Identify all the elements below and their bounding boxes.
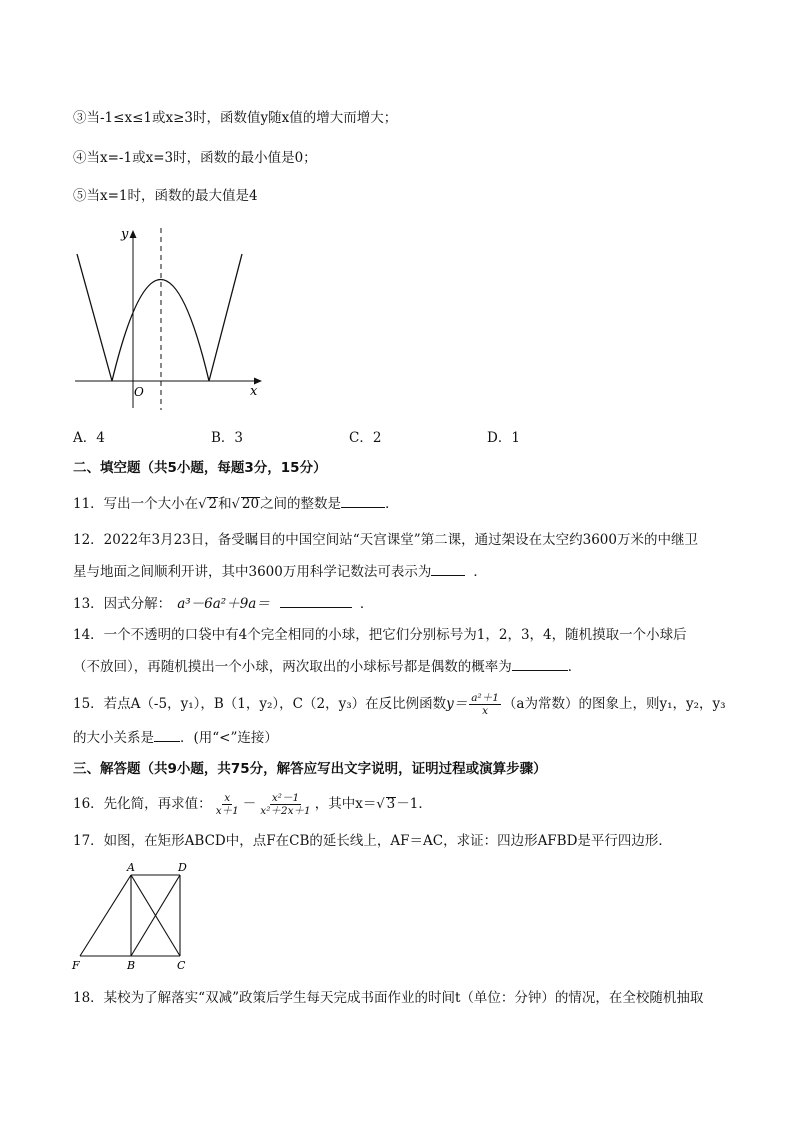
q16-prefix: 16．先化简，再求值： [73, 796, 212, 812]
q14-line2-text: （不放回），再随机摸出一个小球，两次取出的小球标号都是偶数的概率为 [73, 659, 512, 675]
q16-fraction-1-numerator: x [224, 792, 231, 804]
q14-end: ． [567, 659, 582, 675]
q11-suffix: 之间的整数是 [260, 496, 342, 512]
statement-3: ③当-1≤x≤1或x≥3时，函数值y随x值的增大而增大； [73, 110, 398, 126]
q16-fraction-2-numerator: x²－1 [271, 792, 300, 804]
q16-tail: －1． [396, 796, 432, 812]
section-2-heading: 二、填空题（共5小题，每题3分，15分） [73, 460, 327, 476]
rectangle-figure [60, 860, 200, 975]
question-15-line-2 [73, 728, 278, 747]
statement-4: ④当x=-1或x=3时，函数的最小值是0； [73, 150, 317, 166]
y-axis-arrow [130, 230, 137, 238]
q11-radicand-2: 20 [241, 496, 260, 512]
q16-fraction-1-denominator: x＋1 [215, 805, 239, 817]
q15-fraction-numerator: a²＋1 [471, 692, 499, 704]
label-C: C [177, 959, 186, 972]
origin-label: O [134, 385, 144, 399]
section-3-heading: 三、解答题（共9小题，共75分，解答应写出文字说明，证明过程或演算步骤） [73, 761, 547, 777]
q16-fraction-1 [214, 792, 241, 817]
q16-sqrt-sign: √ [376, 797, 385, 812]
q15-answer-blank[interactable] [154, 728, 180, 742]
option-b: B．3 [211, 430, 244, 446]
q15-func-lhs: y＝ [446, 696, 468, 712]
q16-mid: ，其中x＝ [314, 796, 377, 812]
q11-answer-blank[interactable] [341, 494, 385, 508]
q13-prefix: 13．因式分解： [73, 596, 172, 612]
label-A: A [127, 861, 135, 874]
q15-suffix: （a为常数）的图象上，则y₁，y₂，y₃ [502, 696, 726, 712]
left-arm [77, 254, 112, 381]
q15-line2-suffix: ．(用“<”连接） [180, 730, 278, 746]
question-15-line-1 [73, 692, 726, 717]
option-a: A．4 [73, 430, 105, 446]
question-12-line-2 [73, 562, 487, 581]
question-17: 17．如图，在矩形ABCD中，点F在CB的延长线上，AF＝AC，求证：四边形AFBD是平行四边形． [73, 833, 672, 849]
q12-line2-text: 星与地面之间顺利开讲，其中3600万用科学记数法可表示为 [73, 564, 432, 580]
q12-end: ． [473, 564, 487, 580]
q15-fraction [469, 692, 501, 717]
sqrt-sign-2: √ [231, 497, 240, 512]
q13-end: ． [359, 596, 374, 612]
q13-answer-blank[interactable] [280, 594, 352, 608]
question-14-line-1: 14．一个不透明的口袋中有4个完全相同的小球，把它们分别标号为1，2，3，4，随机摸取一个小球后 [73, 627, 687, 643]
y-axis-label: y [121, 227, 129, 242]
option-c: C．2 [349, 430, 382, 446]
segment-AF [80, 875, 131, 956]
q16-minus: － [242, 796, 257, 812]
right-arm [209, 254, 242, 381]
sqrt-sign-1: √ [198, 497, 207, 512]
q11-prefix: 11．写出一个大小在 [73, 496, 199, 512]
q11-mid: 和 [218, 496, 232, 512]
q15-prefix: 15．若点A（-5，y₁），B（1，y₂），C（2，y₃）在反比例函数 [73, 696, 447, 712]
q16-radicand: 3 [386, 796, 396, 812]
q13-expression: a³－6a²＋9a＝ [177, 596, 270, 612]
q16-fraction-2 [258, 792, 312, 817]
question-16 [73, 792, 432, 817]
label-B: B [127, 959, 136, 972]
question-18: 18．某校为了解落实“双减”政策后学生每天完成书面作业的时间t（单位：分钟）的情况，在全校随机抽取 [73, 990, 704, 1006]
question-13 [73, 594, 373, 613]
x-axis-label: x [250, 384, 258, 399]
q12-answer-blank[interactable] [431, 562, 465, 576]
q15-line2-prefix: 的大小关系是 [73, 730, 154, 746]
q16-fraction-2-denominator: x²＋2x＋1 [260, 805, 311, 817]
option-d: D．1 [487, 430, 520, 446]
q11-end: ． [385, 496, 399, 512]
label-F: F [72, 959, 80, 972]
question-11 [73, 494, 399, 514]
q11-radicand-1: 2 [208, 496, 218, 512]
question-14-line-2 [73, 657, 581, 676]
q15-fraction-denominator: x [482, 705, 489, 717]
label-D: D [178, 861, 187, 874]
question-12-line-1: 12．2022年3月23日，备受瞩目的中国空间站“天宫课堂”第二课，通过架设在太空约3600万米的中继卫 [73, 532, 698, 548]
statement-5: ⑤当x=1时，函数的最大值是4 [73, 188, 258, 204]
q14-answer-blank[interactable] [512, 657, 568, 671]
